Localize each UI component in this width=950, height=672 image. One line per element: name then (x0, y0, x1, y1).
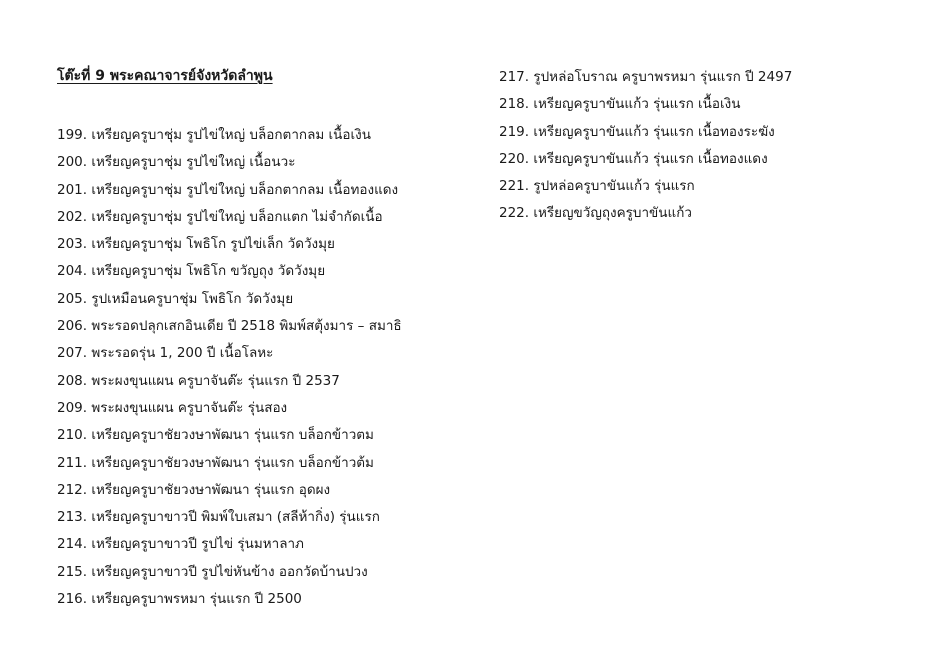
list-item: 208. พระผงขุนแผน ครูบาจันต๊ะ รุ่นแรก ปี 2537 (57, 372, 340, 389)
list-item: 222. เหรียญขวัญถุงครูบาขันแก้ว (499, 205, 692, 222)
list-item: 214. เหรียญครูบาขาวปี รูปไข่ รุ่นมหาลาภ (57, 536, 304, 553)
list-item: 200. เหรียญครูบาชุ่ม รูปไข่ใหญ่ เนื้อนวะ (57, 154, 296, 171)
list-item: 218. เหรียญครูบาขันแก้ว รุ่นแรก เนื้อเงิน (499, 96, 741, 113)
list-item: 211. เหรียญครูบาชัยวงษาพัฒนา รุ่นแรก บล็อกข้าวต้ม (57, 454, 374, 471)
list-item: 199. เหรียญครูบาชุ่ม รูปไข่ใหญ่ บล็อกตากลม เนื้อเงิน (57, 127, 371, 143)
list-item: 202. เหรียญครูบาชุ่ม รูปไข่ใหญ่ บล็อกแตก ไม่จำกัดเนื้อ (57, 208, 383, 225)
list-item: 217. รูปหล่อโบราณ ครูบาพรหมา รุ่นแรก ปี 2497 (499, 69, 793, 85)
list-item: 216. เหรียญครูบาพรหมา รุ่นแรก ปี 2500 (57, 591, 302, 608)
list-item: 210. เหรียญครูบาชัยวงษาพัฒนา รุ่นแรก บล็อกข้าวตม (57, 427, 374, 444)
left-item-list (57, 122, 402, 613)
list-item: 207. พระรอดรุ่น 1, 200 ปี เนื้อโลหะ (57, 345, 274, 362)
list-item: 206. พระรอดปลุกเสกอินเดีย ปี 2518 พิมพ์สตุ้งมาร – สมาธิ (57, 318, 402, 335)
list-item: 212. เหรียญครูบาชัยวงษาพัฒนา รุ่นแรก อุดผง (57, 481, 331, 498)
list-item: 201. เหรียญครูบาชุ่ม รูปไข่ใหญ่ บล็อกตากลม เนื้อทองแดง (57, 181, 399, 198)
list-item: 220. เหรียญครูบาขันแก้ว รุ่นแรก เนื้อทองแดง (499, 150, 768, 167)
list-item: 219. เหรียญครูบาขันแก้ว รุ่นแรก เนื้อทองระฆัง (499, 123, 775, 140)
list-item: 205. รูปเหมือนครูบาชุ่ม โพธิโก วัดวังมุย (57, 290, 294, 307)
list-item: 221. รูปหล่อครูบาขันแก้ว รุ่นแรก (499, 178, 695, 195)
right-item-list (499, 64, 792, 228)
list-item: 213. เหรียญครูบาขาวปี พิมพ์ใบเสมา (สลีห้ากิ่ง) รุ่นแรก (57, 509, 380, 526)
page-title: โต๊ะที่ 9 พระคณาจารย์จังหวัดลำพูน (57, 68, 273, 84)
list-item: 215. เหรียญครูบาขาวปี รูปไข่หันข้าง ออกวัดบ้านปวง (57, 563, 368, 580)
list-item: 203. เหรียญครูบาชุ่ม โพธิโก รูปไข่เล็ก วัดวังมุย (57, 236, 335, 253)
list-item: 204. เหรียญครูบาชุ่ม โพธิโก ขวัญถุง วัดวังมุย (57, 263, 326, 280)
list-item: 209. พระผงขุนแผน ครูบาจันต๊ะ รุ่นสอง (57, 399, 288, 416)
